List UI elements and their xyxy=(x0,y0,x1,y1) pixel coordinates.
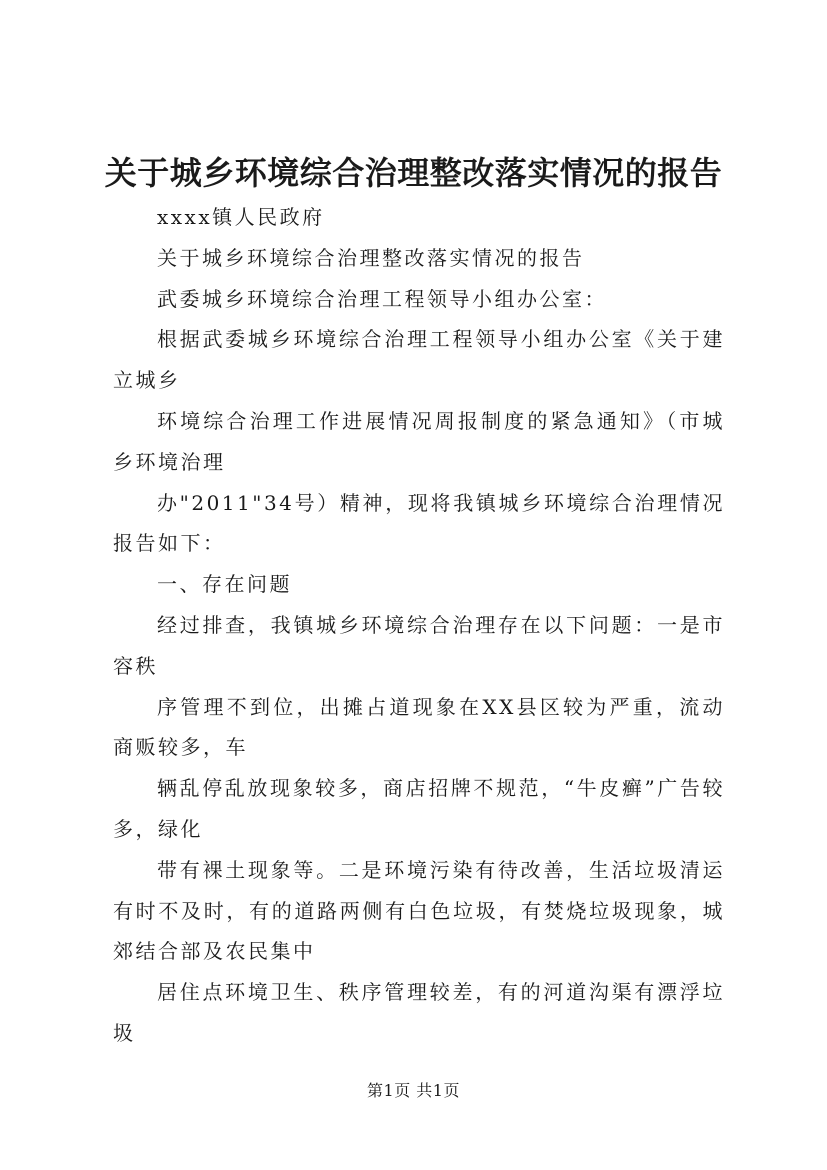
paragraph-body: 带有裸土现象等。二是环境污染有待改善，生活垃圾清运有时不及时，有的道路两侧有白色垃圾，有焚烧垃圾现象，城郊结合部及农民集中 xyxy=(113,857,725,964)
document-title: 关于城乡环境综合治理整改落实情况的报告 xyxy=(104,154,723,192)
document-body xyxy=(113,197,725,1054)
paragraph-issuer: xxxx镇人民政府 xyxy=(157,205,325,229)
paragraph-body: 辆乱停乱放现象较多，商店招牌不规范，“牛皮癣”广告较多，绿化 xyxy=(113,776,725,841)
page-footer: 第1页 共1页 xyxy=(367,1081,460,1100)
paragraph-recipient: 武委城乡环境综合治理工程领导小组办公室： xyxy=(157,286,607,311)
paragraph-body: 根据武委城乡环境综合治理工程领导小组办公室《关于建立城乡 xyxy=(113,327,725,393)
paragraph-body: 办"2011"34号）精神，现将我镇城乡环境综合治理情况报告如下： xyxy=(113,490,725,556)
section-heading: 一、存在问题 xyxy=(157,572,292,597)
paragraph-body: 环境综合治理工作进展情况周报制度的紧急通知》（市城乡环境治理 xyxy=(113,408,725,474)
paragraph-subject: 关于城乡环境综合治理整改落实情况的报告 xyxy=(157,245,585,270)
paragraph-body: 序管理不到位，出摊占道现象在XX县区较为严重，流动商贩较多，车 xyxy=(113,694,725,760)
paragraph-body: 居住点环境卫生、秩序管理较差，有的河道沟渠有漂浮垃圾 xyxy=(113,980,725,1045)
paragraph-body: 经过排查，我镇城乡环境综合治理存在以下问题：一是市容秩 xyxy=(113,612,725,678)
